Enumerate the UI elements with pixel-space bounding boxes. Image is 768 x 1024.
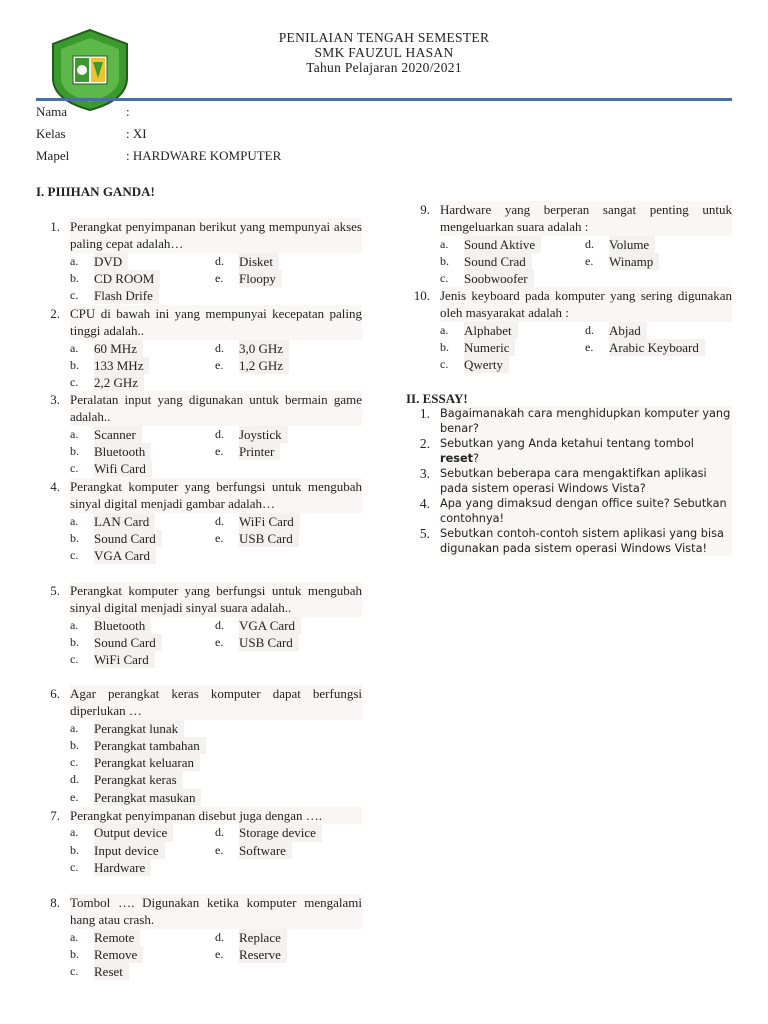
question-4 [36,478,362,564]
option-row [440,356,732,373]
option-text: Printer [239,443,280,460]
option-row [70,547,362,564]
question-number: 3. [50,392,60,407]
option-letter: b. [70,443,79,458]
question-stem [406,201,732,236]
option-letter: e. [215,530,224,545]
option-text: Disket [239,253,279,270]
question-8 [36,894,362,980]
essay-text: Bagaimanakah cara menghidupkan komputer yang benar? [440,407,731,435]
option-text: Wifi Card [94,460,152,477]
option [215,253,360,270]
option [70,374,215,391]
option-text: Arabic Keyboard [609,339,705,356]
question-stem [36,305,362,340]
option-row [70,720,362,737]
question-5 [36,582,362,668]
option-text: Scanner [94,426,142,443]
option-letter: c. [70,859,79,874]
option [215,617,360,634]
option-text: Flash Drife [94,287,159,304]
option-letter: d. [215,340,224,355]
option-text: LAN Card [94,513,155,530]
option-letter: a. [70,825,79,840]
option [215,426,360,443]
essay-text: Sebutkan contoh-contoh sistem aplikasi yang bisa digunakan pada sistem operasi Windows Vista! [440,526,732,556]
option-letter: c. [70,652,79,667]
option-text: 60 MHz [94,340,143,357]
option-letter: d. [70,772,79,787]
section-multiple-choice-title: I. PIIIHAN GANDA! [36,184,155,199]
option-letter: b. [70,270,79,285]
option-list [70,340,362,392]
question-stem [36,218,362,253]
option-row [70,824,362,841]
question-text: CPU di bawah ini yang mempunyai kecepatan paling tinggi adalah.. [70,306,362,339]
option-letter: c. [440,357,449,372]
option-text: CD ROOM [94,270,160,287]
option [215,634,360,651]
option-row [70,859,362,876]
option-text: Perangkat lunak [94,720,184,737]
option-text: Perangkat masukan [94,789,201,806]
option-text: Reset [94,963,129,980]
option [70,253,215,270]
option [585,253,730,270]
option [585,236,730,253]
option-letter: e. [215,270,224,285]
option-row [70,946,362,963]
option-row [70,270,362,287]
option [70,720,215,737]
question-text: Jenis keyboard pada komputer yang sering digunakan oleh masyarakat adalah : [440,288,732,321]
option-list [70,426,362,478]
question-number: 2. [50,306,60,321]
essay-text: Sebutkan beberapa cara mengaktifkan aplikasi pada sistem operasi Windows Vista? [440,466,732,496]
option-letter: b. [70,357,79,372]
option-letter: e. [70,789,79,804]
question-text: Perangkat penyimpanan disebut juga dengan …. [70,807,362,824]
question-6 [36,685,362,806]
option-row [440,236,732,253]
question-number: 5. [50,583,60,598]
option-list [70,253,362,305]
section-essay-title: II. ESSAY! [406,391,468,406]
option-text: VGA Card [94,547,156,564]
option-row [70,737,362,754]
document-header [200,30,568,75]
option [70,287,215,304]
option-list [70,513,362,565]
identity-nama: Nama : [36,104,130,119]
option-letter: d. [215,426,224,441]
option-letter: c. [70,964,79,979]
option [70,460,215,477]
option [215,340,360,357]
question-number: 8. [50,895,60,910]
option [70,946,215,963]
option-letter: e. [215,634,224,649]
question-text: Agar perangkat keras komputer dapat berfungsi diperlukan … [70,686,362,719]
option-text: Bluetooth [94,443,151,460]
option [215,530,360,547]
header-divider [36,98,732,101]
option [70,737,215,754]
option-letter: d. [215,825,224,840]
option [215,946,360,963]
option-letter: b. [440,339,449,354]
option-letter: c. [70,755,79,770]
option-text: Input device [94,842,165,859]
option-row [70,426,362,443]
option-text: Sound Card [94,530,162,547]
option-letter: e. [215,357,224,372]
question-number: 1. [50,219,60,234]
question-stem [36,894,362,929]
option [70,963,215,980]
option [70,270,215,287]
option-text: Floopy [239,270,282,287]
option-text: Qwerty [464,356,509,373]
essay-number: 2. [419,436,430,451]
option-letter: a. [70,253,79,268]
option [70,771,215,788]
question-stem [36,685,362,720]
essay-number: 3. [419,466,430,481]
option [215,270,360,287]
option-text: Replace [239,929,287,946]
question-10 [406,287,732,373]
option [215,929,360,946]
option-letter: e. [215,443,224,458]
option-letter: c. [70,461,79,476]
question-text: Perangkat komputer yang berfungsi untuk mengubah sinyal digital menjadi gambar adalah… [70,479,362,512]
option-text: Storage device [239,824,322,841]
question-stem [36,807,362,824]
option [70,859,215,876]
question-9 [406,201,732,287]
option-text: Remote [94,929,140,946]
option-letter: a. [440,322,449,337]
option-text: Reserve [239,946,287,963]
question-stem [406,287,732,322]
option [440,356,585,373]
essay-number: 1. [419,406,430,421]
option-text: Joystick [239,426,288,443]
option [585,339,730,356]
option-row [70,287,362,304]
question-stem [36,478,362,513]
question-7 [36,807,362,876]
option-text: Hardware [94,859,151,876]
identity-mapel: Mapel : HARDWARE KOMPUTER [36,148,282,163]
option-text: Sound Crad [464,253,532,270]
option-letter: c. [70,375,79,390]
option-text: Alphabet [464,322,518,339]
option-list [70,824,362,876]
option [70,842,215,859]
header-title: PENILAIAN TENGAH SEMESTER [278,30,490,45]
option-letter: a. [70,720,79,735]
question-number: 7. [50,808,60,823]
option [70,357,215,374]
question-3 [36,391,362,477]
question-stem [36,391,362,426]
option-text: USB Card [239,530,299,547]
question-1 [36,218,362,304]
option-row [70,963,362,980]
option-text: Soobwoofer [464,270,534,287]
question-number: 6. [50,686,60,701]
option-row [70,374,362,391]
option-row [70,340,362,357]
question-number: 10. [413,288,430,303]
option-text: Bluetooth [94,617,151,634]
option-letter: b. [70,530,79,545]
option-list [440,322,732,374]
option-letter: d. [215,929,224,944]
option-row [70,842,362,859]
essay-item-5 [406,526,732,556]
option-text: 2,2 GHz [94,374,144,391]
option [70,513,215,530]
option-text: DVD [94,253,128,270]
option-letter: e. [215,946,224,961]
option [70,617,215,634]
question-text: Perangkat komputer yang berfungsi untuk mengubah sinyal digital menjadi sinyal suara adalah.. [70,583,362,616]
option-row [440,270,732,287]
option-row [440,339,732,356]
option-list [440,236,732,288]
option-text: Volume [609,236,655,253]
option-letter: a. [70,340,79,355]
option-letter: c. [70,288,79,303]
option-row [440,322,732,339]
option [215,513,360,530]
option-letter: c. [440,271,449,286]
option-letter: d. [215,253,224,268]
question-number: 4. [50,479,60,494]
option-row [70,530,362,547]
question-text: Peralatan input yang digunakan untuk bermain game adalah.. [70,392,362,425]
option-row [70,651,362,668]
option [440,339,585,356]
option [70,547,215,564]
question-number: 9. [420,202,430,217]
question-text: Perangkat penyimpanan berikut yang mempunyai akses paling cepat adalah… [70,219,362,252]
option-text: Software [239,842,292,859]
option-row [70,513,362,530]
question-stem [36,582,362,617]
header-year: Tahun Pelajaran 2020/2021 [306,60,462,75]
option [70,340,215,357]
question-2 [36,305,362,391]
essay-number: 5. [419,526,430,541]
option-text: Sound Card [94,634,162,651]
option-text: WiFi Card [239,513,300,530]
option-text: VGA Card [239,617,301,634]
option-letter: a. [70,426,79,441]
option-letter: e. [215,842,224,857]
identity-block [36,104,281,170]
option-letter: d. [585,322,594,337]
option-text: Output device [94,824,173,841]
option-letter: d. [215,513,224,528]
option-text: WiFi Card [94,651,155,668]
option-row [70,357,362,374]
option [70,426,215,443]
option-row [70,929,362,946]
option-row [70,771,362,788]
option [70,754,215,771]
option-row [70,253,362,270]
essay-bold-term: reset [440,452,474,465]
option-text: 3,0 GHz [239,340,289,357]
option-text: USB Card [239,634,299,651]
option-text: Numeric [464,339,515,356]
option-letter: d. [585,236,594,251]
essay-text: Sebutkan yang Anda ketahui tentang tombol reset? [440,436,732,466]
option-letter: b. [70,842,79,857]
option [70,929,215,946]
option-letter: b. [70,946,79,961]
option-row [70,754,362,771]
option [70,824,215,841]
option-letter: b. [440,253,449,268]
option-letter: a. [70,513,79,528]
option-text: Abjad [609,322,647,339]
option-text: 1,2 GHz [239,357,289,374]
option-list [70,720,362,806]
option-letter: b. [70,737,79,752]
essay-text: Apa yang dimaksud dengan office suite? Sebutkan contohnya! [440,496,732,526]
option-text: Perangkat keras [94,771,183,788]
option [440,236,585,253]
option [215,357,360,374]
option-letter: e. [585,253,594,268]
option [70,530,215,547]
option-list [70,929,362,981]
option-letter: a. [70,617,79,632]
option-text: Perangkat keluaran [94,754,200,771]
essay-item-1 [406,406,732,436]
option [585,322,730,339]
question-text: Hardware yang berperan sangat penting untuk mengeluarkan suara adalah : [440,202,732,235]
option-row [70,460,362,477]
option-letter: e. [585,339,594,354]
essay-item-4 [406,496,732,526]
option-row [70,443,362,460]
option-text: Sound Aktive [464,236,541,253]
option-letter: a. [440,236,449,251]
option [215,842,360,859]
option-row [70,789,362,806]
option-row [70,634,362,651]
option-letter: b. [70,634,79,649]
option [440,270,585,287]
option-row [440,253,732,270]
option [70,651,215,668]
option-text: Remove [94,946,143,963]
option-text: Winamp [609,253,659,270]
question-text: Tombol …. Digunakan ketika komputer mengalami hang atau crash. [70,895,362,928]
option [440,322,585,339]
essay-number: 4. [419,496,430,511]
option-text: Perangkat tambahan [94,737,206,754]
option-list [70,617,362,669]
option [215,824,360,841]
option-letter: d. [215,617,224,632]
option-letter: a. [70,929,79,944]
option-text: 133 MHz [94,357,149,374]
option [70,443,215,460]
option [215,443,360,460]
identity-kelas: Kelas : XI [36,126,147,141]
option-row [70,617,362,634]
header-school: SMK FAUZUL HASAN [314,45,454,60]
essay-list [406,406,732,556]
essay-item-2 [406,436,732,466]
option [70,789,215,806]
essay-item-3 [406,466,732,496]
option [70,634,215,651]
option [440,253,585,270]
option-letter: c. [70,548,79,563]
